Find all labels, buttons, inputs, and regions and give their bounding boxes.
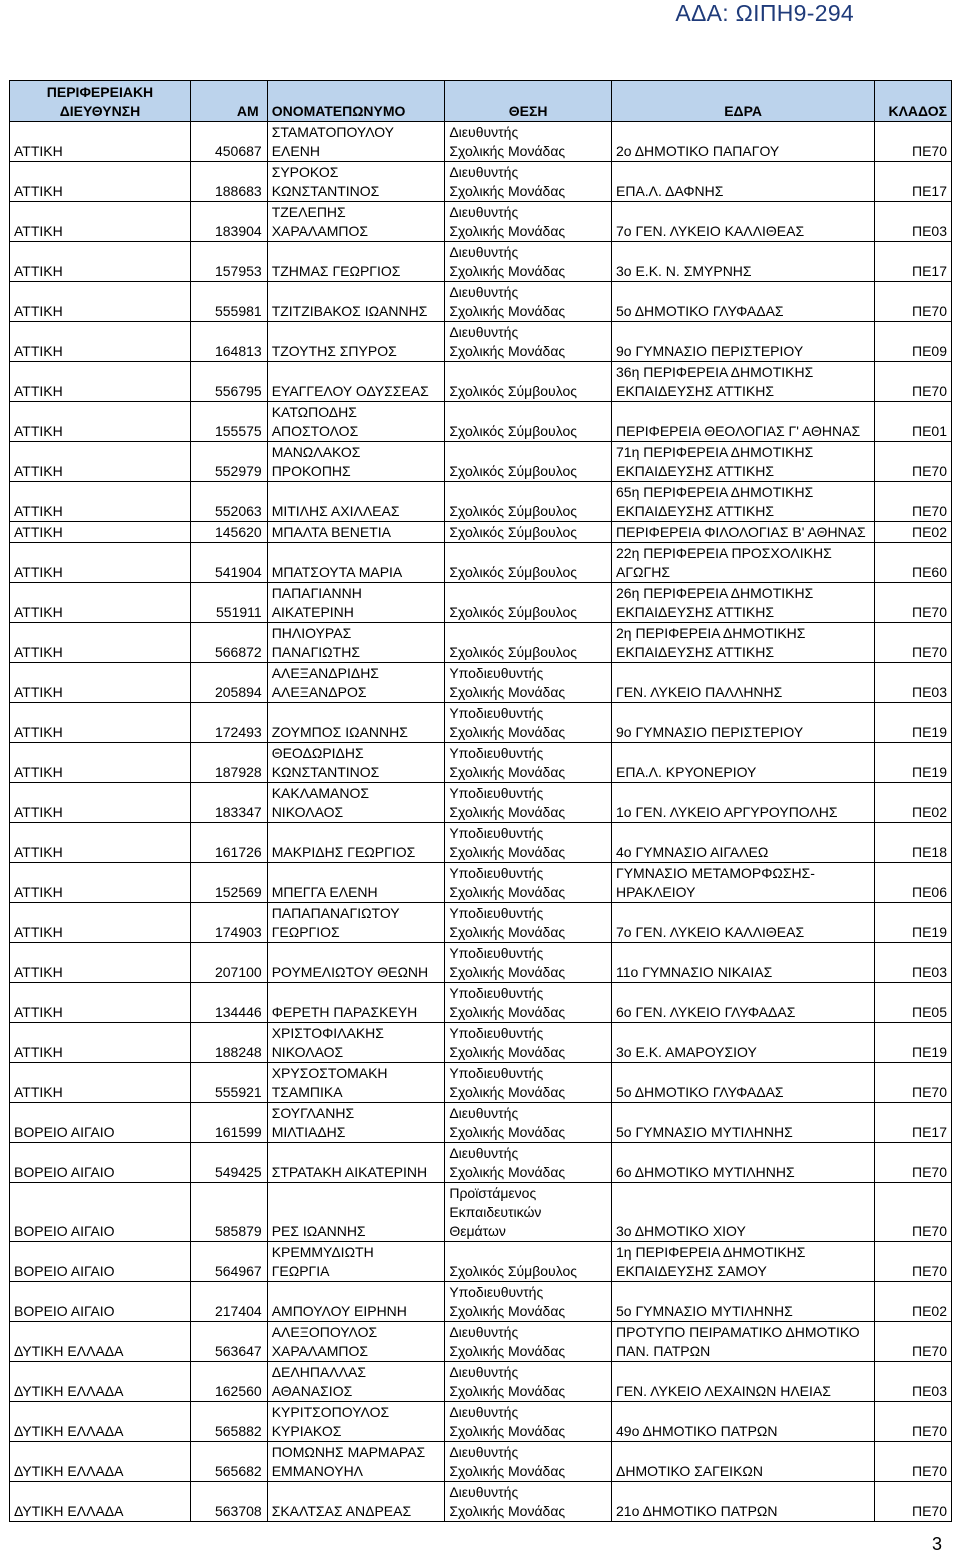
cell-seat: ΠΕΡΙΦΕΡΕΙΑ ΦΙΛΟΛΟΓΙΑΣ Β' ΑΘΗΝΑΣ <box>612 522 875 543</box>
table-header <box>10 81 952 122</box>
cell-position: Υποδιευθυντής Σχολικής Μονάδας <box>445 823 612 863</box>
cell-position: Υποδιευθυντής Σχολικής Μονάδας <box>445 943 612 983</box>
table-row <box>10 242 952 282</box>
cell-position: Σχολικός Σύμβουλος <box>445 543 612 583</box>
cell-seat: 1ο ΓΕΝ. ΛΥΚΕΙΟ ΑΡΓΥΡΟΥΠΟΛΗΣ <box>612 783 875 823</box>
cell-seat: 71η ΠΕΡΙΦΕΡΕΙΑ ΔΗΜΟΤΙΚΗΣ ΕΚΠΑΙΔΕΥΣΗΣ ΑΤΤΙΚΗΣ <box>612 442 875 482</box>
cell-position: Διευθυντής Σχολικής Μονάδας <box>445 1362 612 1402</box>
cell-branch: ΠΕ19 <box>875 743 952 783</box>
cell-branch: ΠΕ70 <box>875 1063 952 1103</box>
cell-position: Προϊστάμενος Εκπαιδευτικών Θεμάτων <box>445 1183 612 1242</box>
cell-region: ΑΤΤΙΚΗ <box>10 943 191 983</box>
cell-am: 549425 <box>190 1143 267 1183</box>
cell-position: Σχολικός Σύμβουλος <box>445 402 612 442</box>
table-row <box>10 943 952 983</box>
cell-position: Σχολικός Σύμβουλος <box>445 583 612 623</box>
cell-name: ΤΖΙΤΖΙΒΑΚΟΣ ΙΩΑΝΝΗΣ <box>267 282 445 322</box>
cell-branch: ΠΕ19 <box>875 1023 952 1063</box>
cell-region: ΑΤΤΙΚΗ <box>10 1023 191 1063</box>
ada-code: ΑΔΑ: ΩΙΠΗ9-294 <box>675 0 854 26</box>
cell-name: ΡΟΥΜΕΛΙΩΤΟΥ ΘΕΩΝΗ <box>267 943 445 983</box>
cell-branch: ΠΕ70 <box>875 1402 952 1442</box>
cell-seat: 1η ΠΕΡΙΦΕΡΕΙΑ ΔΗΜΟΤΙΚΗΣ ΕΚΠΑΙΔΕΥΣΗΣ ΣΑΜΟΥ <box>612 1242 875 1282</box>
cell-seat: ΠΡΟΤΥΠΟ ΠΕΙΡΑΜΑΤΙΚΟ ΔΗΜΟΤΙΚΟ ΠΑΝ. ΠΑΤΡΩΝ <box>612 1322 875 1362</box>
cell-branch: ΠΕ70 <box>875 282 952 322</box>
cell-branch: ΠΕ70 <box>875 583 952 623</box>
cell-seat: 4ο ΓΥΜΝΑΣΙΟ ΑΙΓΑΛΕΩ <box>612 823 875 863</box>
cell-seat: 26η ΠΕΡΙΦΕΡΕΙΑ ΔΗΜΟΤΙΚΗΣ ΕΚΠΑΙΔΕΥΣΗΣ ΑΤΤΙΚΗΣ <box>612 583 875 623</box>
cell-name: ΜΙΤΙΛΗΣ ΑΧΙΛΛΕΑΣ <box>267 482 445 522</box>
cell-region: ΑΤΤΙΚΗ <box>10 983 191 1023</box>
table-row <box>10 983 952 1023</box>
table-row <box>10 402 952 442</box>
cell-name: ΖΟΥΜΠΟΣ ΙΩΑΝΝΗΣ <box>267 703 445 743</box>
cell-seat: ΓΥΜΝΑΣΙΟ ΜΕΤΑΜΟΡΦΩΣΗΣ- ΗΡΑΚΛΕΙΟΥ <box>612 863 875 903</box>
cell-branch: ΠΕ70 <box>875 1482 952 1522</box>
cell-region: ΑΤΤΙΚΗ <box>10 1063 191 1103</box>
cell-branch: ΠΕ03 <box>875 663 952 703</box>
cell-am: 207100 <box>190 943 267 983</box>
cell-branch: ΠΕ70 <box>875 482 952 522</box>
cell-seat: 5ο ΓΥΜΝΑΣΙΟ ΜΥΤΙΛΗΝΗΣ <box>612 1103 875 1143</box>
cell-region: ΑΤΤΙΚΗ <box>10 863 191 903</box>
cell-seat: 3ο Ε.Κ. Ν. ΣΜΥΡΝΗΣ <box>612 242 875 282</box>
cell-branch: ΠΕ03 <box>875 1362 952 1402</box>
table-row <box>10 442 952 482</box>
cell-region: ΑΤΤΙΚΗ <box>10 743 191 783</box>
cell-name: ΚΑΤΩΠΟΔΗΣ ΑΠΟΣΤΟΛΟΣ <box>267 402 445 442</box>
cell-name: ΜΑΚΡΙΔΗΣ ΓΕΩΡΓΙΟΣ <box>267 823 445 863</box>
table-row <box>10 522 952 543</box>
cell-branch: ΠΕ17 <box>875 242 952 282</box>
cell-region: ΒΟΡΕΙΟ ΑΙΓΑΙΟ <box>10 1143 191 1183</box>
cell-am: 145620 <box>190 522 267 543</box>
table-row <box>10 583 952 623</box>
table-row <box>10 1482 952 1522</box>
cell-region: ΑΤΤΙΚΗ <box>10 442 191 482</box>
cell-branch: ΠΕ09 <box>875 322 952 362</box>
cell-region: ΑΤΤΙΚΗ <box>10 583 191 623</box>
cell-position: Διευθυντής Σχολικής Μονάδας <box>445 242 612 282</box>
cell-am: 172493 <box>190 703 267 743</box>
cell-seat: ΔΗΜΟΤΙΚΟ ΣΑΓΕΙΚΩΝ <box>612 1442 875 1482</box>
cell-region: ΒΟΡΕΙΟ ΑΙΓΑΙΟ <box>10 1183 191 1242</box>
table-row <box>10 362 952 402</box>
cell-seat: 11ο ΓΥΜΝΑΣΙΟ ΝΙΚΑΙΑΣ <box>612 943 875 983</box>
cell-position: Υποδιευθυντής Σχολικής Μονάδας <box>445 983 612 1023</box>
cell-am: 555921 <box>190 1063 267 1103</box>
cell-seat: 3ο ΔΗΜΟΤΙΚΟ ΧΙΟΥ <box>612 1183 875 1242</box>
cell-name: ΠΑΠΑΠΑΝΑΓΙΩΤΟΥ ΓΕΩΡΓΙΟΣ <box>267 903 445 943</box>
cell-am: 552063 <box>190 482 267 522</box>
cell-region: ΒΟΡΕΙΟ ΑΙΓΑΙΟ <box>10 1242 191 1282</box>
cell-branch: ΠΕ70 <box>875 442 952 482</box>
cell-seat: 5ο ΓΥΜΝΑΣΙΟ ΜΥΤΙΛΗΝΗΣ <box>612 1282 875 1322</box>
cell-region: ΔΥΤΙΚΗ ΕΛΛΑΔΑ <box>10 1322 191 1362</box>
cell-region: ΑΤΤΙΚΗ <box>10 543 191 583</box>
table-row <box>10 202 952 242</box>
table-row <box>10 863 952 903</box>
cell-am: 161599 <box>190 1103 267 1143</box>
cell-region: ΑΤΤΙΚΗ <box>10 663 191 703</box>
cell-seat: ΕΠΑ.Λ. ΔΑΦΝΗΣ <box>612 162 875 202</box>
cell-seat: 9ο ΓΥΜΝΑΣΙΟ ΠΕΡΙΣΤΕΡΙΟΥ <box>612 703 875 743</box>
cell-name: ΑΛΕΞΑΝΔΡΙΔΗΣ ΑΛΕΞΑΝΔΡΟΣ <box>267 663 445 703</box>
cell-branch: ΠΕ06 <box>875 863 952 903</box>
cell-position: Υποδιευθυντής Σχολικής Μονάδας <box>445 1023 612 1063</box>
table-row <box>10 1023 952 1063</box>
cell-branch: ΠΕ17 <box>875 1103 952 1143</box>
cell-name: ΣΤΡΑΤΑΚΗ ΑΙΚΑΤΕΡΙΝΗ <box>267 1143 445 1183</box>
cell-name: ΑΜΠΟΥΛΟΥ ΕΙΡΗΝΗ <box>267 1282 445 1322</box>
header-position: ΘΕΣΗ <box>445 81 612 122</box>
cell-name: ΔΕΛΗΠΑΛΛΑΣ ΑΘΑΝΑΣΙΟΣ <box>267 1362 445 1402</box>
cell-am: 205894 <box>190 663 267 703</box>
cell-seat: ΕΠΑ.Λ. ΚΡΥΟΝΕΡΙΟΥ <box>612 743 875 783</box>
cell-position: Σχολικός Σύμβουλος <box>445 522 612 543</box>
cell-position: Διευθυντής Σχολικής Μονάδας <box>445 1143 612 1183</box>
cell-name: ΠΟΜΩΝΗΣ ΜΑΡΜΑΡΑΣ ΕΜΜΑΝΟΥΗΛ <box>267 1442 445 1482</box>
table-body <box>10 122 952 1522</box>
cell-position: Υποδιευθυντής Σχολικής Μονάδας <box>445 703 612 743</box>
cell-seat: 7ο ΓΕΝ. ΛΥΚΕΙΟ ΚΑΛΛΙΘΕΑΣ <box>612 903 875 943</box>
cell-am: 450687 <box>190 122 267 162</box>
cell-name: ΣΟΥΓΛΑΝΗΣ ΜΙΛΤΙΑΔΗΣ <box>267 1103 445 1143</box>
cell-region: ΑΤΤΙΚΗ <box>10 522 191 543</box>
cell-position: Διευθυντής Σχολικής Μονάδας <box>445 1402 612 1442</box>
cell-am: 552979 <box>190 442 267 482</box>
cell-branch: ΠΕ70 <box>875 1322 952 1362</box>
cell-seat: 2η ΠΕΡΙΦΕΡΕΙΑ ΔΗΜΟΤΙΚΗΣ ΕΚΠΑΙΔΕΥΣΗΣ ΑΤΤΙΚΗΣ <box>612 623 875 663</box>
cell-region: ΑΤΤΙΚΗ <box>10 783 191 823</box>
cell-region: ΔΥΤΙΚΗ ΕΛΛΑΔΑ <box>10 1482 191 1522</box>
table-row <box>10 322 952 362</box>
cell-branch: ΠΕ05 <box>875 983 952 1023</box>
cell-am: 161726 <box>190 823 267 863</box>
cell-region: ΒΟΡΕΙΟ ΑΙΓΑΙΟ <box>10 1103 191 1143</box>
cell-position: Διευθυντής Σχολικής Μονάδας <box>445 1482 612 1522</box>
cell-am: 162560 <box>190 1362 267 1402</box>
cell-seat: 49ο ΔΗΜΟΤΙΚΟ ΠΑΤΡΩΝ <box>612 1402 875 1442</box>
cell-name: ΜΠΕΓΓΑ ΕΛΕΝΗ <box>267 863 445 903</box>
cell-position: Υποδιευθυντής Σχολικής Μονάδας <box>445 1063 612 1103</box>
header-branch: ΚΛΑΔΟΣ <box>875 81 952 122</box>
cell-position: Διευθυντής Σχολικής Μονάδας <box>445 1103 612 1143</box>
table-row <box>10 623 952 663</box>
cell-name: ΡΕΣ ΙΩΑΝΝΗΣ <box>267 1183 445 1242</box>
cell-branch: ΠΕ02 <box>875 522 952 543</box>
cell-region: ΑΤΤΙΚΗ <box>10 162 191 202</box>
cell-branch: ΠΕ18 <box>875 823 952 863</box>
appointments-table <box>9 80 952 1522</box>
cell-position: Διευθυντής Σχολικής Μονάδας <box>445 162 612 202</box>
cell-name: ΧΡΥΣΟΣΤΟΜΑΚΗ ΤΣΑΜΠΙΚΑ <box>267 1063 445 1103</box>
cell-position: Σχολικός Σύμβουλος <box>445 623 612 663</box>
table-row <box>10 1282 952 1322</box>
cell-position: Υποδιευθυντής Σχολικής Μονάδας <box>445 903 612 943</box>
cell-branch: ΠΕ70 <box>875 1242 952 1282</box>
cell-name: ΣΤΑΜΑΤΟΠΟΥΛΟΥ ΕΛΕΝΗ <box>267 122 445 162</box>
cell-seat: 2ο ΔΗΜΟΤΙΚΟ ΠΑΠΑΓΟΥ <box>612 122 875 162</box>
cell-name: ΣΥΡΟΚΟΣ ΚΩΝΣΤΑΝΤΙΝΟΣ <box>267 162 445 202</box>
cell-am: 152569 <box>190 863 267 903</box>
cell-branch: ΠΕ70 <box>875 1442 952 1482</box>
cell-seat: 9ο ΓΥΜΝΑΣΙΟ ΠΕΡΙΣΤΕΡΙΟΥ <box>612 322 875 362</box>
table-row <box>10 743 952 783</box>
cell-position: Υποδιευθυντής Σχολικής Μονάδας <box>445 783 612 823</box>
cell-am: 188683 <box>190 162 267 202</box>
table-row <box>10 1063 952 1103</box>
cell-region: ΑΤΤΙΚΗ <box>10 362 191 402</box>
cell-seat: ΠΕΡΙΦΕΡΕΙΑ ΘΕΟΛΟΓΙΑΣ Γ' ΑΘΗΝΑΣ <box>612 402 875 442</box>
cell-region: ΑΤΤΙΚΗ <box>10 242 191 282</box>
cell-am: 541904 <box>190 543 267 583</box>
cell-position: Σχολικός Σύμβουλος <box>445 482 612 522</box>
cell-position: Διευθυντής Σχολικής Μονάδας <box>445 282 612 322</box>
cell-am: 564967 <box>190 1242 267 1282</box>
cell-am: 551911 <box>190 583 267 623</box>
cell-seat: 7ο ΓΕΝ. ΛΥΚΕΙΟ ΚΑΛΛΙΘΕΑΣ <box>612 202 875 242</box>
cell-region: ΑΤΤΙΚΗ <box>10 623 191 663</box>
table-row <box>10 703 952 743</box>
cell-seat: 6ο ΓΕΝ. ΛΥΚΕΙΟ ΓΛΥΦΑΔΑΣ <box>612 983 875 1023</box>
table-row <box>10 1242 952 1282</box>
cell-region: ΑΤΤΙΚΗ <box>10 322 191 362</box>
cell-region: ΑΤΤΙΚΗ <box>10 122 191 162</box>
cell-name: ΕΥΑΓΓΕΛΟΥ ΟΔΥΣΣΕΑΣ <box>267 362 445 402</box>
cell-branch: ΠΕ70 <box>875 1183 952 1242</box>
cell-position: Σχολικός Σύμβουλος <box>445 1242 612 1282</box>
cell-position: Σχολικός Σύμβουλος <box>445 362 612 402</box>
cell-am: 183347 <box>190 783 267 823</box>
cell-branch: ΠΕ70 <box>875 1143 952 1183</box>
table-row <box>10 1402 952 1442</box>
table-row <box>10 1183 952 1242</box>
cell-am: 187928 <box>190 743 267 783</box>
cell-branch: ΠΕ02 <box>875 783 952 823</box>
cell-name: ΠΑΠΑΓΙΑΝΝΗ ΑΙΚΑΤΕΡΙΝΗ <box>267 583 445 623</box>
cell-am: 188248 <box>190 1023 267 1063</box>
table-row <box>10 482 952 522</box>
cell-region: ΔΥΤΙΚΗ ΕΛΛΑΔΑ <box>10 1362 191 1402</box>
cell-am: 157953 <box>190 242 267 282</box>
cell-name: ΜΑΝΩΛΑΚΟΣ ΠΡΟΚΟΠΗΣ <box>267 442 445 482</box>
cell-region: ΑΤΤΙΚΗ <box>10 823 191 863</box>
cell-region: ΒΟΡΕΙΟ ΑΙΓΑΙΟ <box>10 1282 191 1322</box>
cell-am: 563708 <box>190 1482 267 1522</box>
cell-branch: ΠΕ02 <box>875 1282 952 1322</box>
cell-branch: ΠΕ01 <box>875 402 952 442</box>
cell-name: ΜΠΑΤΣΟΥΤΑ ΜΑΡΙΑ <box>267 543 445 583</box>
cell-position: Σχολικός Σύμβουλος <box>445 442 612 482</box>
cell-region: ΑΤΤΙΚΗ <box>10 282 191 322</box>
cell-am: 217404 <box>190 1282 267 1322</box>
cell-region: ΑΤΤΙΚΗ <box>10 482 191 522</box>
cell-name: ΣΚΑΛΤΣΑΣ ΑΝΔΡΕΑΣ <box>267 1482 445 1522</box>
cell-position: Υποδιευθυντής Σχολικής Μονάδας <box>445 743 612 783</box>
cell-region: ΔΥΤΙΚΗ ΕΛΛΑΔΑ <box>10 1442 191 1482</box>
cell-branch: ΠΕ70 <box>875 623 952 663</box>
cell-seat: 5ο ΔΗΜΟΤΙΚΟ ΓΛΥΦΑΔΑΣ <box>612 1063 875 1103</box>
cell-region: ΔΥΤΙΚΗ ΕΛΛΑΔΑ <box>10 1402 191 1442</box>
cell-seat: 36η ΠΕΡΙΦΕΡΕΙΑ ΔΗΜΟΤΙΚΗΣ ΕΚΠΑΙΔΕΥΣΗΣ ΑΤΤΙΚΗΣ <box>612 362 875 402</box>
table-row <box>10 1362 952 1402</box>
cell-branch: ΠΕ03 <box>875 202 952 242</box>
table-row <box>10 1103 952 1143</box>
cell-position: Υποδιευθυντής Σχολικής Μονάδας <box>445 663 612 703</box>
cell-name: ΚΡΕΜΜΥΔΙΩΤΗ ΓΕΩΡΓΙΑ <box>267 1242 445 1282</box>
cell-name: ΜΠΑΛΤΑ ΒΕΝΕΤΙΑ <box>267 522 445 543</box>
cell-seat: 5ο ΔΗΜΟΤΙΚΟ ΓΛΥΦΑΔΑΣ <box>612 282 875 322</box>
cell-branch: ΠΕ60 <box>875 543 952 583</box>
cell-name: ΚΥΡΙΤΣΟΠΟΥΛΟΣ ΚΥΡΙΑΚΟΣ <box>267 1402 445 1442</box>
cell-branch: ΠΕ19 <box>875 903 952 943</box>
cell-am: 134446 <box>190 983 267 1023</box>
cell-branch: ΠΕ70 <box>875 122 952 162</box>
cell-am: 566872 <box>190 623 267 663</box>
cell-position: Υποδιευθυντής Σχολικής Μονάδας <box>445 1282 612 1322</box>
cell-branch: ΠΕ19 <box>875 703 952 743</box>
cell-name: ΤΖΟΥΤΗΣ ΣΠΥΡΟΣ <box>267 322 445 362</box>
cell-am: 563647 <box>190 1322 267 1362</box>
cell-position: Διευθυντής Σχολικής Μονάδας <box>445 1322 612 1362</box>
cell-name: ΠΗΛΙΟΥΡΑΣ ΠΑΝΑΓΙΩΤΗΣ <box>267 623 445 663</box>
cell-name: ΑΛΕΞΟΠΟΥΛΟΣ ΧΑΡΑΛΑΜΠΟΣ <box>267 1322 445 1362</box>
cell-region: ΑΤΤΙΚΗ <box>10 202 191 242</box>
cell-region: ΑΤΤΙΚΗ <box>10 903 191 943</box>
cell-region: ΑΤΤΙΚΗ <box>10 703 191 743</box>
table-row <box>10 282 952 322</box>
cell-am: 183904 <box>190 202 267 242</box>
header-am: ΑΜ <box>190 81 267 122</box>
table-row <box>10 162 952 202</box>
table-row <box>10 1143 952 1183</box>
table-row <box>10 1322 952 1362</box>
cell-am: 174903 <box>190 903 267 943</box>
cell-position: Διευθυντής Σχολικής Μονάδας <box>445 202 612 242</box>
cell-seat: 3ο Ε.Κ. ΑΜΑΡΟΥΣΙΟΥ <box>612 1023 875 1063</box>
cell-branch: ΠΕ03 <box>875 943 952 983</box>
cell-branch: ΠΕ70 <box>875 362 952 402</box>
table-row <box>10 903 952 943</box>
cell-name: ΦΕΡΕΤΗ ΠΑΡΑΣΚΕΥΗ <box>267 983 445 1023</box>
cell-seat: 21ο ΔΗΜΟΤΙΚΟ ΠΑΤΡΩΝ <box>612 1482 875 1522</box>
cell-am: 164813 <box>190 322 267 362</box>
cell-am: 565682 <box>190 1442 267 1482</box>
cell-position: Υποδιευθυντής Σχολικής Μονάδας <box>445 863 612 903</box>
cell-position: Διευθυντής Σχολικής Μονάδας <box>445 1442 612 1482</box>
cell-region: ΑΤΤΙΚΗ <box>10 402 191 442</box>
cell-name: ΚΑΚΛΑΜΑΝΟΣ ΝΙΚΟΛΑΟΣ <box>267 783 445 823</box>
cell-am: 565882 <box>190 1402 267 1442</box>
cell-am: 155575 <box>190 402 267 442</box>
cell-am: 555981 <box>190 282 267 322</box>
cell-name: ΧΡΙΣΤΟΦΙΛΑΚΗΣ ΝΙΚΟΛΑΟΣ <box>267 1023 445 1063</box>
cell-branch: ΠΕ17 <box>875 162 952 202</box>
cell-position: Διευθυντής Σχολικής Μονάδας <box>445 122 612 162</box>
table-row <box>10 663 952 703</box>
table-row <box>10 1442 952 1482</box>
header-seat: ΕΔΡΑ <box>612 81 875 122</box>
cell-seat: ΓΕΝ. ΛΥΚΕΙΟ ΠΑΛΛΗΝΗΣ <box>612 663 875 703</box>
cell-seat: 65η ΠΕΡΙΦΕΡΕΙΑ ΔΗΜΟΤΙΚΗΣ ΕΚΠΑΙΔΕΥΣΗΣ ΑΤΤΙΚΗΣ <box>612 482 875 522</box>
table-row <box>10 783 952 823</box>
page-number: 3 <box>931 1534 942 1554</box>
cell-position: Διευθυντής Σχολικής Μονάδας <box>445 322 612 362</box>
table-row <box>10 122 952 162</box>
table-row <box>10 823 952 863</box>
cell-name: ΘΕΟΔΩΡΙΔΗΣ ΚΩΝΣΤΑΝΤΙΝΟΣ <box>267 743 445 783</box>
cell-am: 585879 <box>190 1183 267 1242</box>
table-row <box>10 543 952 583</box>
header-region: ΠΕΡΙΦΕΡΕΙΑΚΗ ΔΙΕΥΘΥΝΣΗ <box>10 81 191 122</box>
header-name: ΟΝΟΜΑΤΕΠΩΝΥΜΟ <box>267 81 445 122</box>
cell-seat: ΓΕΝ. ΛΥΚΕΙΟ ΛΕΧΑΙΝΩΝ ΗΛΕΙΑΣ <box>612 1362 875 1402</box>
cell-seat: 22η ΠΕΡΙΦΕΡΕΙΑ ΠΡΟΣΧΟΛΙΚΗΣ ΑΓΩΓΗΣ <box>612 543 875 583</box>
cell-name: ΤΖΗΜΑΣ ΓΕΩΡΓΙΟΣ <box>267 242 445 282</box>
cell-seat: 6ο ΔΗΜΟΤΙΚΟ ΜΥΤΙΛΗΝΗΣ <box>612 1143 875 1183</box>
cell-am: 556795 <box>190 362 267 402</box>
cell-name: ΤΖΕΛΕΠΗΣ ΧΑΡΑΛΑΜΠΟΣ <box>267 202 445 242</box>
header-row <box>10 81 952 122</box>
